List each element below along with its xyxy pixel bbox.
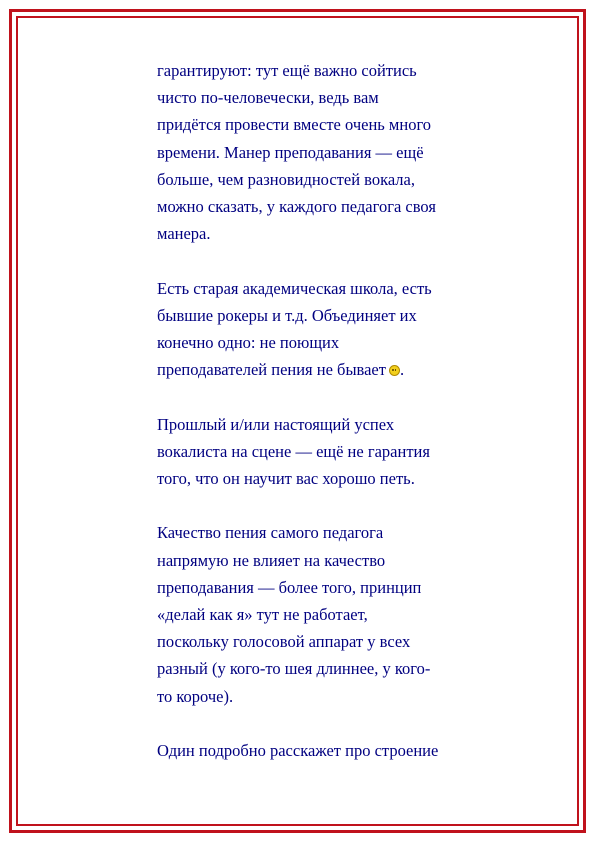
text-line: времени. Манер преподавания — ещё <box>157 142 424 162</box>
text-line: манера. <box>157 224 211 244</box>
text-line: можно сказать, у каждого педагога своя <box>157 197 436 217</box>
text-line: Прошлый и/или настоящий успех <box>157 414 395 434</box>
text-line: «делай как я» тут не работает, <box>157 605 368 625</box>
trailing-period: . <box>399 360 405 380</box>
smiley-icon <box>389 365 400 376</box>
text-line: чисто по-человечески, ведь вам <box>157 88 379 108</box>
text-fragment: преподавателей пения не бывает <box>157 360 386 380</box>
text-line: поскольку голосовой аппарат у всех <box>157 632 411 652</box>
text-line <box>157 356 502 383</box>
paragraph <box>157 519 502 709</box>
text-line: разный (у кого-то шея длиннее, у кого- <box>157 659 431 679</box>
paragraph <box>157 411 502 493</box>
text-line: Есть старая академическая школа, есть <box>157 278 432 298</box>
text-line: конечно одно: не поющих <box>157 333 340 353</box>
text-line: больше, чем разновидностей вокала, <box>157 169 415 189</box>
text-line: придётся провести вместе очень много <box>157 115 432 135</box>
paragraph <box>157 275 502 384</box>
paragraph <box>157 57 502 247</box>
paragraph <box>157 737 502 764</box>
text-line: преподавания — более того, принцип <box>157 577 422 597</box>
text-line: то короче). <box>157 686 234 706</box>
text-line: вокалиста на сцене — ещё не гарантия <box>157 441 430 461</box>
text-line: Один подробно расскажет про строение <box>157 741 439 761</box>
text-line: Качество пения самого педагога <box>157 523 384 543</box>
text-line: напрямую не влияет на качество <box>157 550 386 570</box>
text-line: гарантируют: тут ещё важно сойтись <box>157 61 417 80</box>
text-line: бывшие рокеры и т.д. Объединяет их <box>157 305 417 325</box>
text-line: того, что он научит вас хорошо петь. <box>157 469 415 489</box>
document-body <box>157 57 502 791</box>
